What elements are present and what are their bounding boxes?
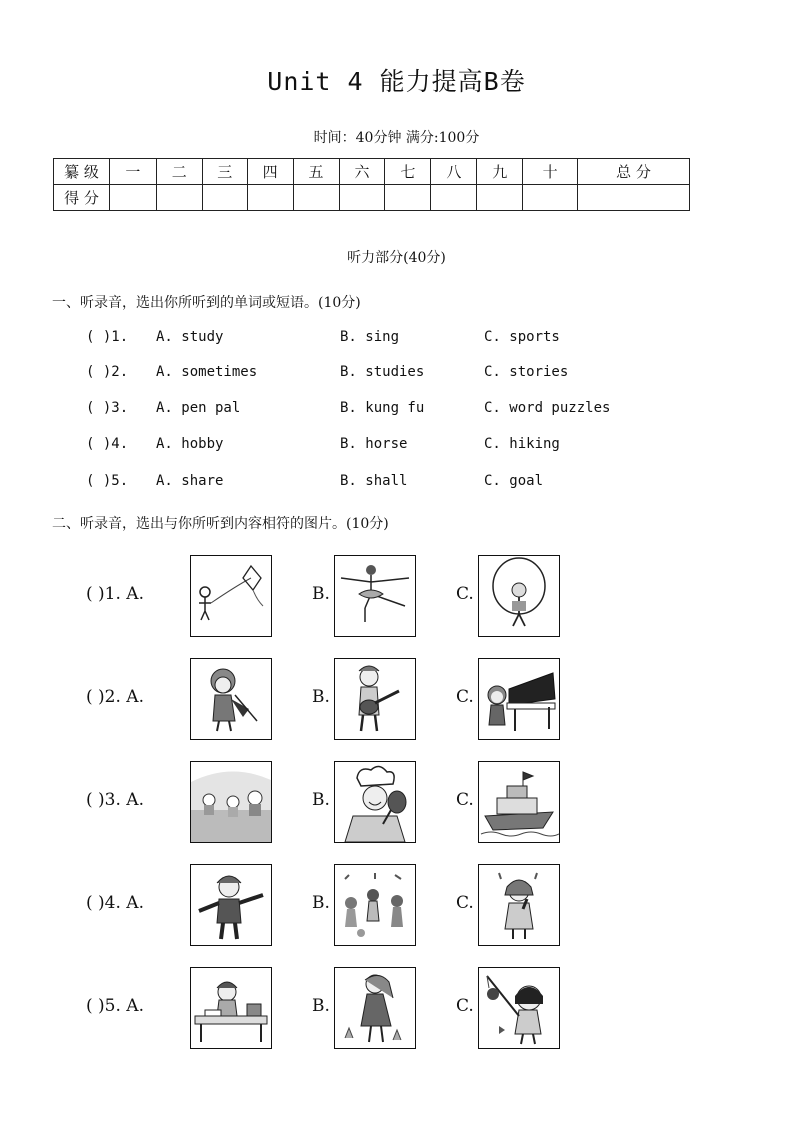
question-number: ( )3. A. [86, 790, 144, 810]
option-a: A. hobby [156, 436, 224, 452]
score-header-cell: 二 [156, 159, 202, 185]
girl-fishing-picture [478, 967, 560, 1049]
option-c: C. sports [484, 329, 560, 345]
option-b-label: B. [312, 893, 330, 913]
score-cell[interactable] [385, 185, 431, 211]
question-number: ( )4. [86, 436, 129, 452]
option-b: B. kung fu [340, 400, 425, 416]
exam-time-score: 时间：40分钟 满分:100分 [313, 130, 480, 146]
score-table-score-row [54, 185, 690, 211]
page-title: Unit 4 能力提高B卷 [267, 67, 526, 96]
score-table [53, 158, 690, 211]
score-header-cell: 四 [247, 159, 293, 185]
score-header-cell: 十 [523, 159, 578, 185]
score-cell[interactable] [477, 185, 523, 211]
option-b: B. studies [340, 364, 425, 380]
listening-section-title: 听力部分(40分) [347, 250, 446, 266]
section-two-title: 二、听录音，选出与你所听到内容相符的图片。(10分) [52, 516, 389, 532]
score-cell[interactable] [431, 185, 477, 211]
boy-pointing-picture [190, 864, 272, 946]
children-playing-picture [334, 864, 416, 946]
option-b: B. sing [340, 329, 400, 345]
option-b-label: B. [312, 584, 330, 604]
score-header-cell: 总 分 [578, 159, 690, 185]
option-c-label: C. [456, 790, 474, 810]
girl-singing-picture [478, 864, 560, 946]
option-a: A. sometimes [156, 364, 258, 380]
section-one-title: 一、听录音，选出你所听到的单词或短语。(10分) [52, 295, 361, 311]
option-b: B. shall [340, 473, 408, 489]
score-cell[interactable] [202, 185, 247, 211]
score-header-cell: 三 [202, 159, 247, 185]
option-b-label: B. [312, 790, 330, 810]
piano-girl-picture [478, 658, 560, 740]
option-a: A. study [156, 329, 224, 345]
score-header-cell: 七 [385, 159, 431, 185]
option-a: A. share [156, 473, 224, 489]
question-number: ( )3. [86, 400, 129, 416]
boy-studying-picture [190, 967, 272, 1049]
jump-rope-picture [478, 555, 560, 637]
kite-flying-picture [190, 555, 272, 637]
score-cell[interactable] [339, 185, 385, 211]
score-cell[interactable] [109, 185, 156, 211]
option-c: C. word puzzles [484, 400, 611, 416]
score-header-cell: 八 [431, 159, 477, 185]
cook-picture [334, 761, 416, 843]
question-number: ( )2. A. [86, 687, 144, 707]
score-row-label: 得 分 [54, 185, 110, 211]
question-number: ( )4. A. [86, 893, 144, 913]
option-b-label: B. [312, 996, 330, 1016]
option-c-label: C. [456, 893, 474, 913]
question-number: ( )1. A. [86, 584, 144, 604]
score-table-header-row [54, 159, 690, 185]
score-cell[interactable] [156, 185, 202, 211]
question-number: ( )2. [86, 364, 129, 380]
score-cell[interactable] [247, 185, 293, 211]
option-c-label: C. [456, 687, 474, 707]
option-c: C. hiking [484, 436, 560, 452]
score-header-cell: 六 [339, 159, 385, 185]
option-c-label: C. [456, 584, 474, 604]
violin-girl-picture [190, 658, 272, 740]
option-c: C. stories [484, 364, 569, 380]
girl-gardening-picture [334, 967, 416, 1049]
score-cell[interactable] [523, 185, 578, 211]
score-header-cell: 纂 级 [54, 159, 110, 185]
question-number: ( )1. [86, 329, 129, 345]
score-header-cell: 五 [293, 159, 339, 185]
score-cell[interactable] [578, 185, 690, 211]
option-c: C. goal [484, 473, 544, 489]
option-b-label: B. [312, 687, 330, 707]
question-number: ( )5. A. [86, 996, 144, 1016]
ship-picture [478, 761, 560, 843]
question-number: ( )5. [86, 473, 129, 489]
cartoon-animals-picture [190, 761, 272, 843]
score-header-cell: 一 [109, 159, 156, 185]
guitar-boy-picture [334, 658, 416, 740]
option-a: A. pen pal [156, 400, 241, 416]
option-c-label: C. [456, 996, 474, 1016]
option-b: B. horse [340, 436, 408, 452]
score-header-cell: 九 [477, 159, 523, 185]
ballet-dancer-picture [334, 555, 416, 637]
score-cell[interactable] [293, 185, 339, 211]
